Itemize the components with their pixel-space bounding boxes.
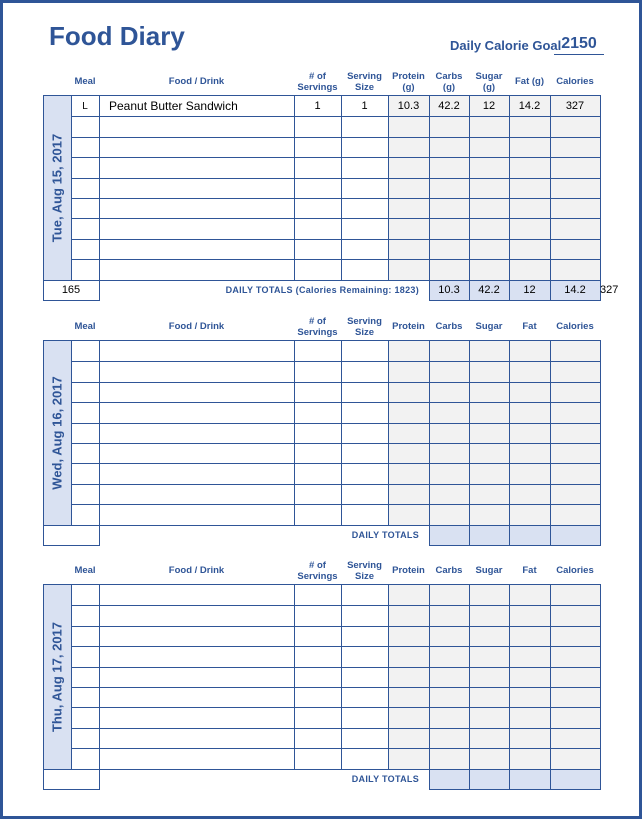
grid-line <box>469 584 470 790</box>
entry-servings[interactable]: 1 <box>314 100 321 112</box>
grid-line <box>43 340 71 341</box>
grid-line <box>388 95 389 280</box>
side-total-value <box>43 525 99 545</box>
day-section <box>3 68 639 298</box>
grid-line <box>294 584 295 769</box>
total-sugar <box>509 769 550 789</box>
grid-line <box>43 95 44 301</box>
column-header: Sugar <box>475 321 503 332</box>
grid-line <box>550 340 551 546</box>
grid-line <box>429 300 601 301</box>
grid-line <box>469 340 470 546</box>
grid-line <box>429 95 430 301</box>
grid-line <box>71 178 601 179</box>
grid-line <box>71 340 72 525</box>
grid-line <box>509 340 510 546</box>
entry-sugar[interactable]: 12 <box>482 100 496 112</box>
day-date-label: Thu, Aug 17, 2017 <box>49 621 65 732</box>
total-sugar <box>509 525 550 545</box>
grid-line <box>71 157 601 158</box>
grid-line <box>71 198 601 199</box>
grid-line <box>71 259 601 260</box>
side-total-value <box>43 769 99 789</box>
total-carbs: 42.2 <box>478 283 500 296</box>
grid-line <box>71 340 601 341</box>
grid-line <box>509 95 510 301</box>
grid-line <box>469 95 470 301</box>
column-header: Calories <box>556 321 594 332</box>
grid-line <box>71 707 601 708</box>
grid-line <box>71 667 601 668</box>
grid-line <box>341 95 342 280</box>
grid-line <box>43 300 99 301</box>
grid-line <box>71 137 601 138</box>
shaded-columns <box>388 96 600 280</box>
entry-carbs[interactable]: 42.2 <box>438 100 460 112</box>
grid-line <box>71 463 601 464</box>
grid-line <box>71 218 601 219</box>
grid-line <box>429 545 601 546</box>
grid-line <box>99 95 100 301</box>
daily-totals-label: DAILY TOTALS <box>351 529 419 540</box>
total-protein: 10.3 <box>438 283 460 296</box>
grid-line <box>43 545 99 546</box>
grid-line <box>550 95 551 301</box>
grid-line <box>509 584 510 790</box>
grid-line <box>99 340 100 546</box>
column-header: # of Servings <box>297 315 338 338</box>
column-header: Sugar (g) <box>475 70 503 93</box>
column-header: Food / Drink <box>168 565 225 576</box>
grid-line <box>43 340 44 546</box>
shaded-columns <box>388 585 600 769</box>
entry-food[interactable]: Peanut Butter Sandwich <box>109 99 238 113</box>
shaded-columns <box>388 341 600 525</box>
column-header: Carbs <box>435 321 463 332</box>
column-header: Fat <box>522 565 537 576</box>
day-date-strip <box>43 341 71 525</box>
total-protein <box>429 769 469 789</box>
column-header: # of Servings <box>297 559 338 582</box>
grid-line <box>341 584 342 769</box>
grid-line <box>71 728 601 729</box>
grid-line <box>71 504 601 505</box>
grid-line <box>43 95 71 96</box>
grid-line <box>71 584 72 769</box>
column-header: Meal <box>74 76 96 87</box>
grid-line <box>71 382 601 383</box>
column-header: Protein (g) <box>392 70 425 93</box>
grid-line <box>43 584 44 790</box>
grid-line <box>99 584 100 790</box>
grid-line <box>429 340 430 546</box>
grid-line <box>429 789 601 790</box>
total-carbs <box>469 769 509 789</box>
daily-totals-label: DAILY TOTALS <box>351 773 419 784</box>
total-fat <box>550 525 600 545</box>
side-total-value: 165 <box>61 283 81 296</box>
grid-line <box>43 584 71 585</box>
grid-line <box>71 116 601 117</box>
total-fat: 14.2 <box>564 283 586 296</box>
grid-line <box>600 340 601 546</box>
daily-totals-label: DAILY TOTALS (Calories Remaining: 1823) <box>225 284 419 295</box>
grid-line <box>71 687 601 688</box>
total-calories: 327 <box>600 283 619 296</box>
grid-line <box>600 95 601 301</box>
grid-line <box>71 443 601 444</box>
day-date-label: Tue, Aug 15, 2017 <box>49 133 65 242</box>
day-date-strip <box>43 585 71 769</box>
column-header: # of Servings <box>297 70 338 93</box>
grid-line <box>43 789 99 790</box>
grid-line <box>71 748 601 749</box>
column-header: Carbs <box>435 565 463 576</box>
grid-line <box>71 95 72 280</box>
entry-protein[interactable]: 10.3 <box>397 100 420 112</box>
column-header: Protein <box>392 321 425 332</box>
grid-line <box>429 584 430 790</box>
grid-line <box>388 584 389 769</box>
day-date-strip <box>43 96 71 280</box>
column-header: Serving Size <box>347 70 382 93</box>
page-title: Food Diary <box>49 21 185 51</box>
total-protein <box>429 525 469 545</box>
grid-line <box>71 423 601 424</box>
grid-line <box>294 95 295 280</box>
day-date-label: Wed, Aug 16, 2017 <box>49 376 65 490</box>
column-header: Food / Drink <box>168 321 225 332</box>
grid-line <box>71 361 601 362</box>
daily-calorie-goal-label: Daily Calorie Goal <box>450 38 562 53</box>
grid-line <box>550 584 551 790</box>
column-header: Meal <box>74 565 96 576</box>
day-section <box>3 313 639 543</box>
grid-line <box>600 584 601 790</box>
grid-line <box>71 584 601 585</box>
total-carbs <box>469 525 509 545</box>
grid-line <box>71 239 601 240</box>
grid-line <box>71 646 601 647</box>
column-header: Calories <box>556 565 594 576</box>
entry-size[interactable]: 1 <box>361 100 368 112</box>
grid-line <box>294 340 295 525</box>
daily-calorie-goal-value[interactable]: 2150 <box>554 35 604 55</box>
column-header: Protein <box>392 565 425 576</box>
column-header: Fat <box>522 321 537 332</box>
column-header: Food / Drink <box>168 76 225 87</box>
grid-line <box>341 340 342 525</box>
column-header: Fat (g) <box>514 76 545 87</box>
entry-calories[interactable]: 327 <box>565 100 585 112</box>
column-header: Calories <box>556 76 594 87</box>
column-header: Meal <box>74 321 96 332</box>
grid-line <box>388 340 389 525</box>
grid-line <box>71 605 601 606</box>
column-header: Serving Size <box>347 559 382 582</box>
grid-line <box>71 402 601 403</box>
total-sugar: 12 <box>523 283 536 296</box>
day-section <box>3 557 639 787</box>
total-fat <box>550 769 600 789</box>
column-header: Carbs (g) <box>435 70 463 93</box>
column-header: Serving Size <box>347 315 382 338</box>
entry-fat[interactable]: 14.2 <box>518 100 541 112</box>
grid-line <box>71 484 601 485</box>
grid-line <box>71 626 601 627</box>
column-header: Sugar <box>475 565 503 576</box>
entry-meal[interactable]: L <box>82 100 88 112</box>
